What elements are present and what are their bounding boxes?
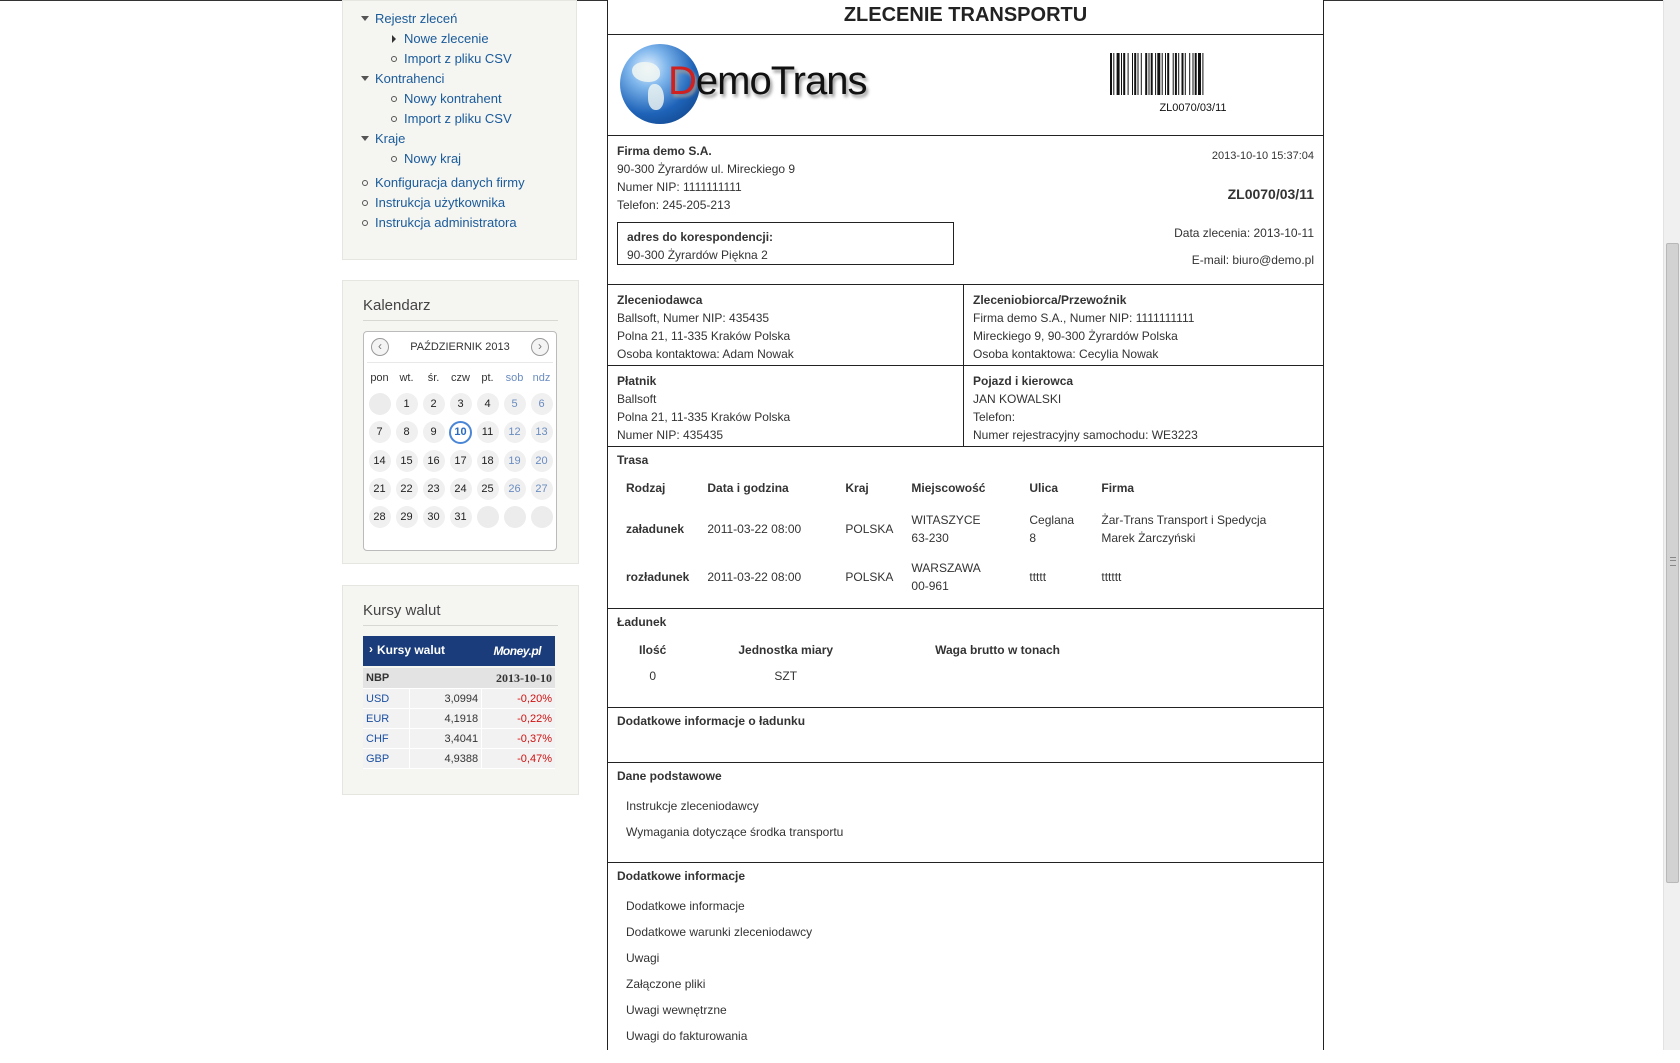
route-col-country: Kraj: [845, 481, 869, 495]
route-datetime: 2011-03-22 08:00: [707, 570, 802, 584]
route-country: POLSKA: [845, 570, 894, 584]
extra-info-item: Uwagi: [626, 951, 660, 965]
currency-value: 4,1918: [410, 709, 482, 729]
currency-code[interactable]: EUR: [363, 709, 410, 729]
company-email: E-mail: biuro@demo.pl: [1191, 253, 1314, 267]
calendar-weekday: pon: [370, 372, 389, 384]
menu-item-new-country[interactable]: [388, 149, 576, 169]
barcode-icon: [1108, 53, 1278, 95]
calendar-day[interactable]: 30: [423, 506, 445, 528]
menu-link-contractors[interactable]: Kontrahenci: [375, 71, 445, 86]
extra-info-item: Uwagi wewnętrzne: [626, 1003, 727, 1017]
menu-link-orders-import-csv[interactable]: Import z pliku CSV: [404, 51, 512, 66]
extra-info-item: Uwagi do fakturowania: [626, 1029, 748, 1043]
calendar-empty-day: [504, 506, 526, 528]
order-timestamp: 2013-10-10 15:37:04: [1211, 150, 1314, 162]
calendar-day[interactable]: 10: [449, 421, 472, 444]
currency-date: 2013-10-10: [410, 668, 556, 689]
calendar-day[interactable]: 28: [369, 506, 391, 528]
menu-link-new-order[interactable]: Nowe zlecenie: [404, 31, 489, 46]
client-line: Polna 21, 11-335 Kraków Polska: [617, 329, 791, 343]
calendar-block: [342, 280, 579, 564]
payer-vehicle-row: [608, 366, 1323, 447]
calendar-day[interactable]: 27: [531, 478, 553, 500]
payer-box: [608, 366, 964, 446]
basic-data-label: Dane podstawowe: [617, 769, 722, 783]
menu-item-new-order[interactable]: [388, 29, 576, 49]
load-info-label: Dodatkowe informacje o ładunku: [617, 714, 806, 728]
load-table-header: [617, 643, 1082, 669]
route-col-type: Rodzaj: [626, 481, 666, 495]
extra-info-section: [608, 863, 1323, 1063]
calendar-day[interactable]: 29: [396, 506, 418, 528]
carrier-label: Zleceniobiorca/Przewoźnik: [973, 293, 1127, 307]
currency-widget-header[interactable]: [363, 636, 555, 666]
route-country: POLSKA: [845, 522, 894, 536]
grip-icon: [1670, 557, 1676, 566]
route-section: [608, 447, 1323, 609]
vehicle-line: JAN KOWALSKI: [973, 392, 1062, 406]
currency-change: -0,20%: [482, 689, 555, 709]
company-section: [608, 136, 1323, 285]
document-title: ZLECENIE TRANSPORTU: [608, 0, 1323, 35]
route-col-datetime: Data i godzina: [707, 481, 789, 495]
load-col-unit: Jednostka miary: [738, 643, 834, 657]
route-col-street: Ulica: [1029, 481, 1059, 495]
currency-table: [363, 668, 555, 769]
scrollbar-thumb[interactable]: [1666, 243, 1679, 883]
carrier-box: [964, 285, 1323, 365]
route-company: tttttt: [1101, 570, 1122, 584]
load-section: [608, 609, 1323, 708]
parties-row: [608, 285, 1323, 366]
load-col-quantity: Ilość: [639, 643, 667, 657]
company-address: 90-300 Żyrardów ul. Mireckiego 9: [617, 162, 796, 176]
menu-item-admin-manual[interactable]: [359, 213, 576, 233]
calendar-day[interactable]: 21: [369, 478, 391, 500]
currency-value: 3,4041: [410, 729, 482, 749]
calendar-day[interactable]: 17: [450, 450, 472, 472]
calendar-day[interactable]: 7: [369, 421, 391, 443]
currency-rows: [363, 689, 555, 769]
load-label: Ładunek: [617, 615, 667, 629]
payer-line: Ballsoft: [617, 392, 657, 406]
menu-link-user-manual[interactable]: Instrukcja użytkownika: [375, 195, 506, 210]
basic-data-item: Instrukcje zleceniodawcy: [626, 799, 759, 813]
calendar-day[interactable]: 3: [450, 393, 472, 415]
transport-order-document: [607, 0, 1324, 1050]
currency-widget-label[interactable]: › Kursy walut: [377, 643, 445, 657]
calendar-day[interactable]: 12: [504, 421, 526, 443]
load-table: [617, 643, 1082, 683]
calendar-day[interactable]: 26: [504, 478, 526, 500]
calendar-day[interactable]: 4: [477, 393, 499, 415]
carrier-line: Osoba kontaktowa: Cecylia Nowak: [973, 347, 1159, 361]
navigation-menu: [343, 1, 576, 233]
calendar-empty-day: [369, 393, 391, 415]
currency-code[interactable]: CHF: [363, 729, 410, 749]
payer-line: Polna 21, 11-335 Kraków Polska: [617, 410, 791, 424]
extra-info-item: Dodatkowe warunki zleceniodawcy: [626, 925, 813, 939]
calendar-day[interactable]: 31: [450, 506, 472, 528]
currency-change: -0,37%: [482, 729, 555, 749]
route-street: Ceglana 8: [1029, 513, 1075, 545]
route-type: rozładunek: [626, 570, 690, 584]
calendar-day[interactable]: 8: [396, 421, 418, 443]
calendar-next-icon[interactable]: ›: [531, 338, 549, 356]
calendar-day[interactable]: 13: [531, 421, 553, 443]
currency-change: -0,22%: [482, 709, 555, 729]
currency-code[interactable]: USD: [363, 689, 410, 709]
menu-item-orders[interactable]: [359, 9, 576, 69]
load-quantity: 0: [649, 669, 657, 683]
vehicle-label: Pojazd i kierowca: [973, 374, 1074, 388]
order-number: ZL0070/03/11: [1227, 186, 1314, 202]
calendar-prev-icon[interactable]: ‹: [371, 338, 389, 356]
extra-info-label: Dodatkowe informacje: [617, 869, 746, 883]
company-nip: Numer NIP: 1111111111: [617, 180, 742, 194]
logo-row: [608, 35, 1323, 136]
payer-line: Numer NIP: 435435: [617, 428, 724, 442]
route-label: Trasa: [617, 453, 649, 467]
menu-item-new-contractor[interactable]: [388, 89, 576, 109]
client-line: Osoba kontaktowa: Adam Nowak: [617, 347, 794, 361]
calendar-weekday: śr.: [427, 372, 440, 384]
calendar-weekday: sob: [505, 372, 524, 384]
menu-link-new-country[interactable]: Nowy kraj: [404, 151, 462, 166]
calendar-day[interactable]: 18: [477, 450, 499, 472]
route-table: [617, 481, 1310, 603]
route-table-header: [617, 481, 1310, 507]
calendar-day[interactable]: 6: [531, 393, 553, 415]
route-col-city: Miejscowość: [911, 481, 986, 495]
sidebar: [342, 0, 577, 765]
calendar-weekday: ndz: [532, 372, 551, 384]
vehicle-line: Numer rejestracyjny samochodu: WE3223: [973, 428, 1198, 442]
currency-code[interactable]: GBP: [363, 749, 410, 769]
calendar-empty-day: [531, 506, 553, 528]
load-info-section: [608, 708, 1323, 763]
navigation-menu-block: [342, 0, 577, 260]
company-logo-text: DemoTrans: [668, 59, 867, 103]
route-city: WITASZYCE 63-230: [911, 513, 981, 545]
client-box: [608, 285, 964, 365]
vehicle-box: [964, 366, 1323, 446]
load-weight: [855, 669, 1082, 683]
calendar-day[interactable]: 1: [396, 393, 418, 415]
calendar-day[interactable]: 2: [423, 393, 445, 415]
menu-link-orders[interactable]: Rejestr zleceń: [375, 11, 458, 26]
calendar-day[interactable]: 25: [477, 478, 499, 500]
order-date: Data zlecenia: 2013-10-11: [1174, 226, 1314, 240]
calendar-day[interactable]: 15: [396, 450, 418, 472]
menu-item-countries[interactable]: [359, 129, 576, 169]
correspondence-label: adres do korespondencji:: [627, 230, 774, 244]
correspondence-address: 90-300 Żyrardów Piękna 2: [627, 248, 768, 262]
menu-item-company-config[interactable]: [359, 173, 576, 193]
company-phone: Telefon: 245-205-213: [617, 198, 731, 212]
carrier-line: Firma demo S.A., Numer NIP: 1111111111: [973, 311, 1195, 325]
payer-label: Płatnik: [617, 374, 657, 388]
calendar-day[interactable]: 22: [396, 478, 418, 500]
currency-change: -0,47%: [482, 749, 555, 769]
calendar-day[interactable]: 19: [504, 450, 526, 472]
money-pl-logo[interactable]: Money.pl: [493, 644, 541, 658]
barcode-text: ZL0070/03/11: [1159, 102, 1227, 114]
currency-row: [363, 689, 555, 709]
calendar-day[interactable]: 16: [423, 450, 445, 472]
route-street: ttttt: [1029, 570, 1047, 584]
calendar-day[interactable]: 5: [504, 393, 526, 415]
menu-link-new-contractor[interactable]: Nowy kontrahent: [404, 91, 502, 106]
company-info: [617, 142, 795, 214]
currency-value: 4,9388: [410, 749, 482, 769]
calendar-day[interactable]: 14: [369, 450, 391, 472]
company-name: Firma demo S.A.: [617, 144, 712, 158]
calendar-month-label: PAŹDZIERNIK 2013: [410, 341, 510, 353]
route-type: załadunek: [626, 522, 685, 536]
correspondence-box: [617, 222, 954, 265]
currency-block: [342, 585, 579, 795]
calendar-empty-day: [477, 506, 499, 528]
extra-info-item: Dodatkowe informacje: [626, 899, 745, 913]
currency-table-header: [363, 668, 555, 689]
basic-data-section: [608, 763, 1323, 863]
menu-item-user-manual[interactable]: [359, 193, 576, 213]
route-col-company: Firma: [1101, 481, 1135, 495]
menu-link-countries[interactable]: Kraje: [375, 131, 406, 146]
calendar-weekday: pt.: [481, 372, 494, 384]
currency-row: [363, 729, 555, 749]
calendar-weekday: czw: [451, 372, 470, 384]
menu-link-contractors-import-csv[interactable]: Import z pliku CSV: [404, 111, 512, 126]
vertical-scrollbar[interactable]: [1663, 0, 1680, 1050]
route-row: [617, 555, 1310, 603]
barcode: [1108, 53, 1278, 133]
route-company: Żar-Trans Transport i Spedycja Marek Żarczyński: [1101, 513, 1267, 545]
load-row: [617, 669, 1082, 683]
menu-item-contractors-import-csv[interactable]: [388, 109, 576, 129]
menu-item-contractors[interactable]: [359, 69, 576, 129]
currency-row: [363, 749, 555, 769]
calendar-day[interactable]: 9: [423, 421, 445, 443]
currency-title: Kursy walut: [363, 586, 558, 626]
load-col-weight: Waga brutto w tonach: [935, 643, 1060, 657]
calendar-day[interactable]: 11: [477, 421, 499, 443]
currency-widget: [363, 636, 555, 769]
calendar-title: Kalendarz: [363, 281, 558, 321]
basic-data-item: Wymagania dotyczące środka transportu: [626, 825, 844, 839]
calendar-weekday: wt.: [399, 372, 414, 384]
menu-item-orders-import-csv[interactable]: [388, 49, 576, 69]
calendar-day[interactable]: 20: [531, 450, 553, 472]
client-label: Zleceniodawca: [617, 293, 703, 307]
extra-info-item: Załączone pliki: [626, 977, 706, 991]
calendar-header: [367, 332, 553, 363]
calendar-day[interactable]: 23: [423, 478, 445, 500]
calendar-grid: [366, 367, 556, 530]
load-unit: SZT: [774, 669, 798, 683]
carrier-line: Mireckiego 9, 90-300 Żyrardów Polska: [973, 329, 1178, 343]
client-line: Ballsoft, Numer NIP: 435435: [617, 311, 770, 325]
vehicle-line: Telefon:: [973, 410, 1016, 424]
currency-value: 3,0994: [410, 689, 482, 709]
menu-link-admin-manual[interactable]: Instrukcja administratora: [375, 215, 517, 230]
route-city: WARSZAWA 00-961: [911, 561, 981, 593]
currency-source: NBP: [363, 668, 410, 689]
currency-row: [363, 709, 555, 729]
route-datetime: 2011-03-22 08:00: [707, 522, 802, 536]
menu-link-company-config[interactable]: Konfiguracja danych firmy: [375, 175, 525, 190]
calendar-widget: [363, 331, 557, 551]
calendar-day[interactable]: 24: [450, 478, 472, 500]
route-row: [617, 507, 1310, 555]
